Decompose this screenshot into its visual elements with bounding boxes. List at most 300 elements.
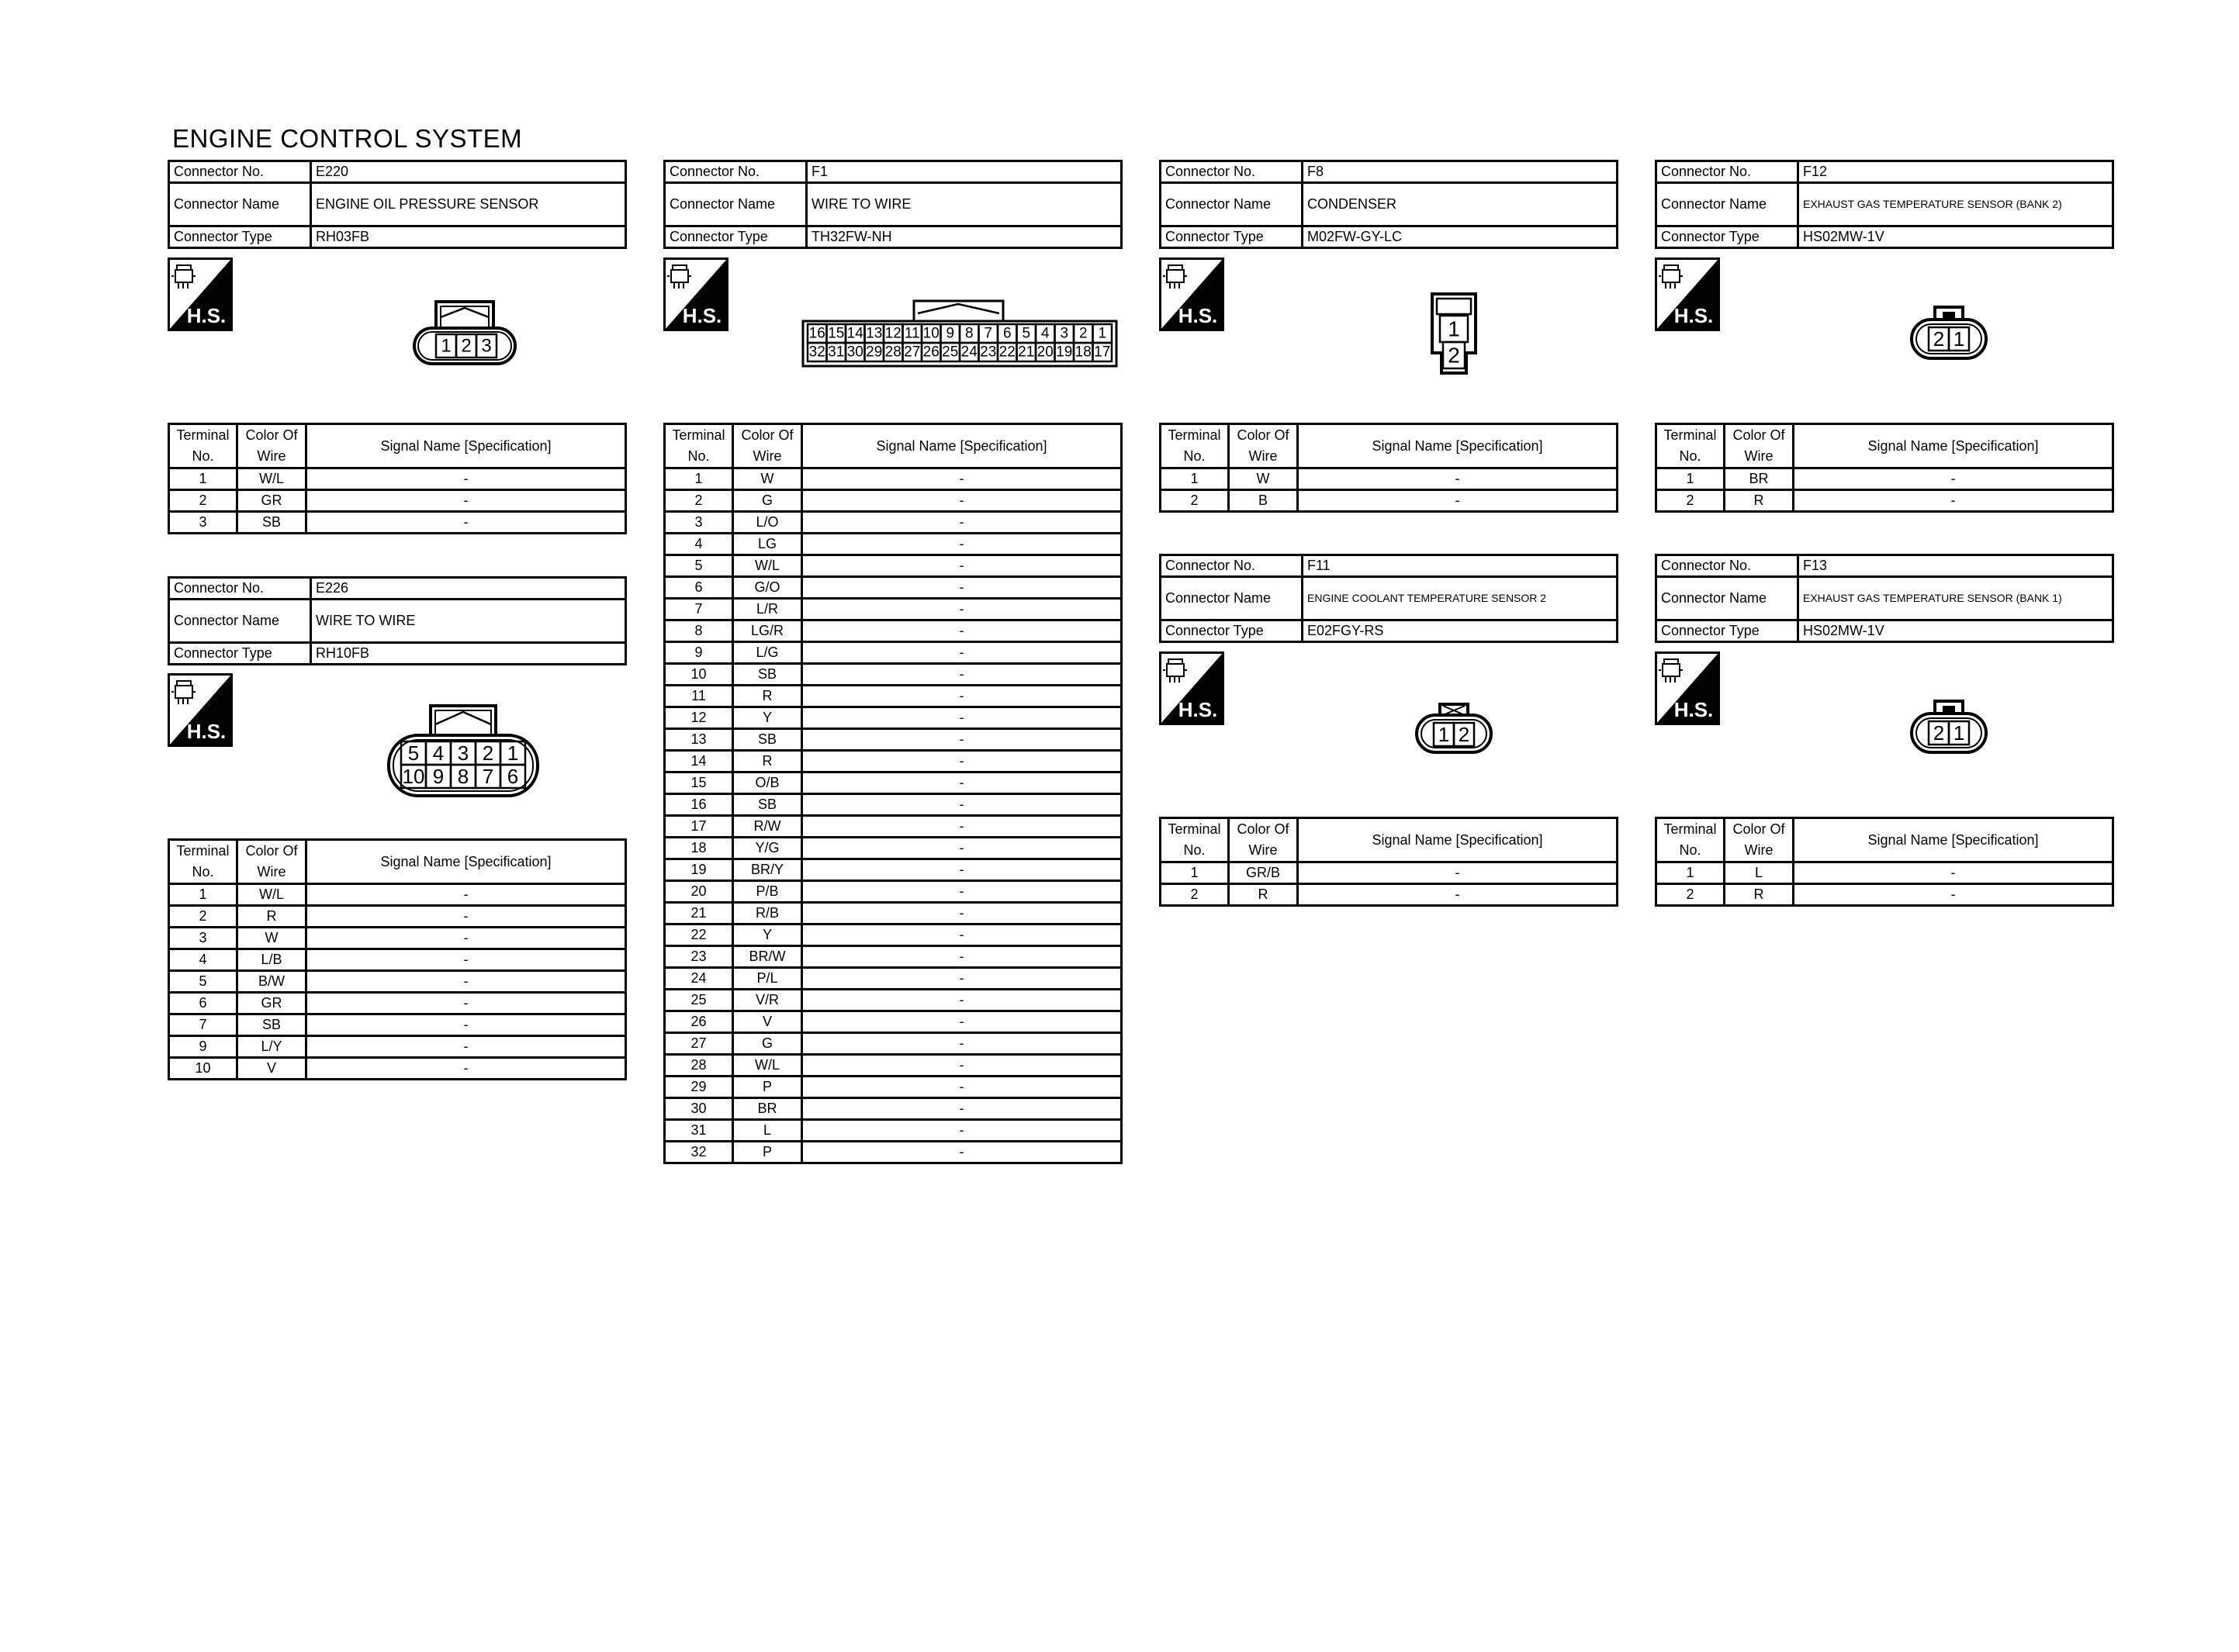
header-terminal-no: Terminal No. bbox=[665, 424, 733, 468]
wire-color: SB bbox=[733, 794, 802, 816]
pin-number: 5 bbox=[407, 741, 420, 765]
connector-info-e226 bbox=[168, 576, 627, 665]
terminal-no: 9 bbox=[169, 1036, 237, 1058]
pin-number: 6 bbox=[507, 765, 519, 788]
signal-name: - bbox=[802, 794, 1122, 816]
wire-color: W/L bbox=[237, 468, 306, 490]
wire-color: P/B bbox=[733, 881, 802, 903]
wire-color: R bbox=[237, 906, 306, 928]
hs-badge-label: H.S. bbox=[1178, 304, 1218, 327]
table-row bbox=[665, 620, 1122, 642]
signal-name: - bbox=[306, 512, 626, 534]
wire-color: L/R bbox=[733, 599, 802, 620]
wire-color: GR/B bbox=[1229, 862, 1298, 884]
pin-number: 11 bbox=[904, 325, 920, 342]
pin-number: 29 bbox=[866, 344, 883, 361]
hs-badge-label: H.S. bbox=[186, 304, 227, 327]
wire-color: R bbox=[1725, 490, 1794, 512]
terminal-no: 2 bbox=[169, 490, 237, 512]
pin-number: 2 bbox=[461, 335, 472, 357]
pin-number: 10 bbox=[402, 765, 425, 788]
header-color-of-wire: Color Of Wire bbox=[1725, 424, 1794, 468]
hs-badge-label: H.S. bbox=[1673, 698, 1714, 721]
pin-table-header bbox=[169, 424, 626, 468]
signal-name: - bbox=[306, 906, 626, 928]
signal-name: - bbox=[1298, 862, 1618, 884]
label-connector-type: Connector Type bbox=[1656, 620, 1798, 642]
signal-name: - bbox=[802, 686, 1122, 707]
wire-color: BR/Y bbox=[733, 859, 802, 881]
signal-name: - bbox=[1298, 884, 1618, 906]
wire-color: L/O bbox=[733, 512, 802, 534]
pin-number: 1 bbox=[1438, 723, 1450, 746]
connector-no-value: E220 bbox=[311, 161, 626, 183]
signal-name: - bbox=[306, 1036, 626, 1058]
hs-connector-icon bbox=[663, 257, 728, 331]
connector-info-f11 bbox=[1159, 554, 1618, 643]
wire-color: BR bbox=[1725, 468, 1794, 490]
connector-face-f13 bbox=[1909, 698, 1989, 759]
connector-info-f12 bbox=[1655, 160, 2114, 249]
pin-table-f12 bbox=[1655, 423, 2114, 513]
table-row bbox=[1161, 884, 1618, 906]
table-row bbox=[169, 993, 626, 1014]
connector-face-f11 bbox=[1414, 701, 1494, 759]
wire-color: LG bbox=[733, 534, 802, 555]
label-connector-type: Connector Type bbox=[169, 643, 311, 665]
signal-name: - bbox=[306, 468, 626, 490]
label-connector-name: Connector Name bbox=[665, 183, 807, 226]
terminal-no: 10 bbox=[169, 1058, 237, 1080]
pin-number: 15 bbox=[828, 325, 845, 342]
pin-table-header bbox=[1656, 818, 2113, 862]
hs-badge-label: H.S. bbox=[186, 720, 227, 743]
pin-number: 28 bbox=[884, 344, 901, 361]
header-signal-name: Signal Name [Specification] bbox=[1794, 818, 2113, 862]
terminal-no: 12 bbox=[665, 707, 733, 729]
wire-color: P bbox=[733, 1077, 802, 1098]
hs-badge-label: H.S. bbox=[1673, 304, 1714, 327]
label-connector-no: Connector No. bbox=[1656, 161, 1798, 183]
pin-number: 2 bbox=[1933, 721, 1945, 745]
label-connector-name: Connector Name bbox=[169, 600, 311, 643]
hs-connector-icon bbox=[1655, 651, 1720, 725]
pin-number: 1 bbox=[1098, 325, 1107, 342]
pin-number: 6 bbox=[1002, 325, 1012, 342]
signal-name: - bbox=[802, 534, 1122, 555]
signal-name: - bbox=[306, 884, 626, 906]
connector-name-value: EXHAUST GAS TEMPERATURE SENSOR (BANK 1) bbox=[1798, 577, 2113, 620]
terminal-no: 5 bbox=[169, 971, 237, 993]
signal-name: - bbox=[1298, 490, 1618, 512]
terminal-no: 1 bbox=[169, 468, 237, 490]
terminal-no: 2 bbox=[169, 906, 237, 928]
table-row bbox=[665, 1055, 1122, 1077]
pin-table-header bbox=[1161, 818, 1618, 862]
signal-name: - bbox=[306, 1058, 626, 1080]
table-row bbox=[665, 903, 1122, 924]
label-connector-name: Connector Name bbox=[1656, 183, 1798, 226]
wire-color: R/W bbox=[733, 816, 802, 838]
terminal-no: 27 bbox=[665, 1033, 733, 1055]
table-row bbox=[665, 534, 1122, 555]
signal-name: - bbox=[802, 838, 1122, 859]
terminal-no: 11 bbox=[665, 686, 733, 707]
signal-name: - bbox=[306, 928, 626, 949]
wire-color: V bbox=[237, 1058, 306, 1080]
pin-number: 13 bbox=[866, 325, 883, 342]
wire-color: R bbox=[1229, 884, 1298, 906]
terminal-no: 1 bbox=[665, 468, 733, 490]
wire-color: W/L bbox=[733, 1055, 802, 1077]
terminal-no: 6 bbox=[169, 993, 237, 1014]
signal-name: - bbox=[1794, 884, 2113, 906]
signal-name: - bbox=[1794, 468, 2113, 490]
hs-connector-icon bbox=[1655, 257, 1720, 331]
signal-name: - bbox=[306, 971, 626, 993]
signal-name: - bbox=[802, 1098, 1122, 1120]
hs-connector-icon bbox=[168, 673, 233, 747]
wire-color: V bbox=[733, 1011, 802, 1033]
table-row bbox=[665, 707, 1122, 729]
terminal-no: 10 bbox=[665, 664, 733, 686]
terminal-no: 8 bbox=[665, 620, 733, 642]
wire-color: SB bbox=[733, 664, 802, 686]
wire-color: W bbox=[237, 928, 306, 949]
hs-badge-label: H.S. bbox=[1178, 698, 1218, 721]
table-row bbox=[665, 816, 1122, 838]
table-row bbox=[665, 1098, 1122, 1120]
wire-color: G bbox=[733, 490, 802, 512]
terminal-no: 7 bbox=[665, 599, 733, 620]
wire-color: R/B bbox=[733, 903, 802, 924]
pin-table-header bbox=[1656, 424, 2113, 468]
pin-number: 9 bbox=[946, 325, 955, 342]
pin-number: 2 bbox=[1458, 723, 1470, 746]
wire-color: LG/R bbox=[733, 620, 802, 642]
header-color-of-wire: Color Of Wire bbox=[1229, 818, 1298, 862]
pin-number: 5 bbox=[1022, 325, 1031, 342]
wire-color: BR bbox=[733, 1098, 802, 1120]
wire-color: L/Y bbox=[237, 1036, 306, 1058]
table-row bbox=[665, 924, 1122, 946]
connector-no-value: F8 bbox=[1303, 161, 1618, 183]
table-row bbox=[665, 881, 1122, 903]
wire-color: SB bbox=[237, 512, 306, 534]
connector-no-value: F12 bbox=[1798, 161, 2113, 183]
pin-number: 17 bbox=[1094, 344, 1111, 361]
terminal-no: 30 bbox=[665, 1098, 733, 1120]
wire-color: W/L bbox=[733, 555, 802, 577]
table-row bbox=[1656, 862, 2113, 884]
wire-color: R bbox=[733, 751, 802, 772]
terminal-no: 5 bbox=[665, 555, 733, 577]
pin-number: 1 bbox=[1448, 316, 1460, 341]
terminal-no: 31 bbox=[665, 1120, 733, 1142]
table-row bbox=[665, 859, 1122, 881]
wire-color: L bbox=[733, 1120, 802, 1142]
wire-color: P bbox=[733, 1142, 802, 1163]
table-row bbox=[665, 1011, 1122, 1033]
pin-number: 26 bbox=[922, 344, 940, 361]
terminal-no: 1 bbox=[1656, 468, 1725, 490]
label-connector-type: Connector Type bbox=[1161, 226, 1303, 248]
connector-name-value: CONDENSER bbox=[1303, 183, 1618, 226]
wire-color: O/B bbox=[733, 772, 802, 794]
table-row bbox=[169, 512, 626, 534]
pin-table-f13 bbox=[1655, 817, 2114, 907]
pin-table-f11 bbox=[1159, 817, 1618, 907]
table-row bbox=[665, 1033, 1122, 1055]
signal-name: - bbox=[802, 1120, 1122, 1142]
label-connector-name: Connector Name bbox=[169, 183, 311, 226]
wire-color: Y bbox=[733, 707, 802, 729]
pin-number: 25 bbox=[942, 344, 959, 361]
connector-face-f12 bbox=[1909, 304, 1989, 365]
table-row bbox=[169, 468, 626, 490]
table-row bbox=[169, 906, 626, 928]
pin-number: 20 bbox=[1036, 344, 1054, 361]
wire-color: P/L bbox=[733, 968, 802, 990]
table-row bbox=[169, 490, 626, 512]
pin-table-header bbox=[169, 840, 626, 884]
signal-name: - bbox=[802, 903, 1122, 924]
label-connector-type: Connector Type bbox=[1161, 620, 1303, 642]
connector-info-f8 bbox=[1159, 160, 1618, 249]
pin-number: 4 bbox=[1040, 325, 1050, 342]
header-signal-name: Signal Name [Specification] bbox=[306, 840, 626, 884]
signal-name: - bbox=[306, 1014, 626, 1036]
header-terminal-no: Terminal No. bbox=[1656, 424, 1725, 468]
wire-color: B/W bbox=[237, 971, 306, 993]
connector-face-f1 bbox=[801, 298, 1120, 373]
table-row bbox=[665, 751, 1122, 772]
header-signal-name: Signal Name [Specification] bbox=[802, 424, 1122, 468]
table-row bbox=[665, 1077, 1122, 1098]
signal-name: - bbox=[802, 512, 1122, 534]
signal-name: - bbox=[802, 490, 1122, 512]
pin-table-e220 bbox=[168, 423, 627, 534]
signal-name: - bbox=[802, 729, 1122, 751]
signal-name: - bbox=[802, 1033, 1122, 1055]
label-connector-name: Connector Name bbox=[1161, 183, 1303, 226]
wire-color: SB bbox=[237, 1014, 306, 1036]
header-signal-name: Signal Name [Specification] bbox=[1794, 424, 2113, 468]
label-connector-type: Connector Type bbox=[169, 226, 311, 248]
pin-number: 12 bbox=[884, 325, 901, 342]
table-row bbox=[665, 577, 1122, 599]
signal-name: - bbox=[802, 1011, 1122, 1033]
table-row bbox=[665, 946, 1122, 968]
pin-number: 21 bbox=[1018, 344, 1035, 361]
terminal-no: 18 bbox=[665, 838, 733, 859]
label-connector-name: Connector Name bbox=[1161, 577, 1303, 620]
table-row bbox=[665, 772, 1122, 794]
wire-color: BR/W bbox=[733, 946, 802, 968]
terminal-no: 23 bbox=[665, 946, 733, 968]
signal-name: - bbox=[802, 1055, 1122, 1077]
header-terminal-no: Terminal No. bbox=[1161, 424, 1229, 468]
signal-name: - bbox=[802, 968, 1122, 990]
wire-color: Y/G bbox=[733, 838, 802, 859]
terminal-no: 2 bbox=[1656, 490, 1725, 512]
connector-face-e220 bbox=[411, 299, 520, 372]
signal-name: - bbox=[802, 468, 1122, 490]
signal-name: - bbox=[802, 881, 1122, 903]
pin-number: 3 bbox=[481, 335, 492, 357]
connector-no-value: E226 bbox=[311, 578, 626, 600]
wire-color: R bbox=[1725, 884, 1794, 906]
terminal-no: 1 bbox=[169, 884, 237, 906]
table-row bbox=[169, 1036, 626, 1058]
table-row bbox=[1656, 490, 2113, 512]
table-row bbox=[665, 729, 1122, 751]
signal-name: - bbox=[802, 772, 1122, 794]
table-row bbox=[1656, 468, 2113, 490]
pin-number: 32 bbox=[808, 344, 825, 361]
pin-number: 3 bbox=[457, 741, 469, 765]
signal-name: - bbox=[802, 816, 1122, 838]
signal-name: - bbox=[802, 946, 1122, 968]
pin-number: 10 bbox=[922, 325, 940, 342]
connector-name-value: EXHAUST GAS TEMPERATURE SENSOR (BANK 2) bbox=[1798, 183, 2113, 226]
terminal-no: 17 bbox=[665, 816, 733, 838]
terminal-no: 14 bbox=[665, 751, 733, 772]
connector-info-e220 bbox=[168, 160, 627, 249]
label-connector-no: Connector No. bbox=[665, 161, 807, 183]
terminal-no: 3 bbox=[665, 512, 733, 534]
pin-number: 1 bbox=[507, 741, 519, 765]
table-row bbox=[665, 490, 1122, 512]
terminal-no: 3 bbox=[169, 928, 237, 949]
pin-number: 3 bbox=[1060, 325, 1069, 342]
signal-name: - bbox=[1298, 468, 1618, 490]
terminal-no: 1 bbox=[1656, 862, 1725, 884]
terminal-no: 1 bbox=[1161, 862, 1229, 884]
table-row bbox=[169, 949, 626, 971]
label-connector-no: Connector No. bbox=[169, 161, 311, 183]
terminal-no: 24 bbox=[665, 968, 733, 990]
signal-name: - bbox=[802, 990, 1122, 1011]
terminal-no: 4 bbox=[169, 949, 237, 971]
connector-name-value: WIRE TO WIRE bbox=[807, 183, 1122, 226]
wire-color: W/L bbox=[237, 884, 306, 906]
hs-badge-label: H.S. bbox=[682, 304, 722, 327]
header-color-of-wire: Color Of Wire bbox=[1229, 424, 1298, 468]
connector-type-value: E02FGY-RS bbox=[1303, 620, 1618, 642]
signal-name: - bbox=[802, 577, 1122, 599]
signal-name: - bbox=[802, 620, 1122, 642]
hs-connector-icon bbox=[1159, 257, 1224, 331]
table-row bbox=[665, 555, 1122, 577]
connector-info-f13 bbox=[1655, 554, 2114, 643]
table-row bbox=[665, 664, 1122, 686]
terminal-no: 2 bbox=[665, 490, 733, 512]
table-row bbox=[169, 1014, 626, 1036]
connector-face-e226 bbox=[386, 703, 541, 803]
terminal-no: 15 bbox=[665, 772, 733, 794]
connector-no-value: F11 bbox=[1303, 555, 1618, 577]
wire-color: SB bbox=[733, 729, 802, 751]
table-row bbox=[1656, 884, 2113, 906]
terminal-no: 7 bbox=[169, 1014, 237, 1036]
terminal-no: 22 bbox=[665, 924, 733, 946]
terminal-no: 21 bbox=[665, 903, 733, 924]
signal-name: - bbox=[802, 642, 1122, 664]
header-terminal-no: Terminal No. bbox=[169, 840, 237, 884]
signal-name: - bbox=[1794, 862, 2113, 884]
header-terminal-no: Terminal No. bbox=[1656, 818, 1725, 862]
terminal-no: 2 bbox=[1161, 884, 1229, 906]
wire-color: W bbox=[733, 468, 802, 490]
label-connector-name: Connector Name bbox=[1656, 577, 1798, 620]
header-signal-name: Signal Name [Specification] bbox=[1298, 424, 1618, 468]
pin-number: 18 bbox=[1075, 344, 1092, 361]
label-connector-no: Connector No. bbox=[169, 578, 311, 600]
table-row bbox=[665, 686, 1122, 707]
terminal-no: 1 bbox=[1161, 468, 1229, 490]
table-row bbox=[1161, 862, 1618, 884]
table-row bbox=[169, 1058, 626, 1080]
terminal-no: 26 bbox=[665, 1011, 733, 1033]
table-row bbox=[665, 642, 1122, 664]
pin-number: 1 bbox=[1953, 327, 1965, 351]
signal-name: - bbox=[802, 599, 1122, 620]
label-connector-no: Connector No. bbox=[1656, 555, 1798, 577]
wire-color: L/B bbox=[237, 949, 306, 971]
signal-name: - bbox=[802, 1142, 1122, 1163]
pin-number: 22 bbox=[998, 344, 1016, 361]
wire-color: R bbox=[733, 686, 802, 707]
page-title: ENGINE CONTROL SYSTEM bbox=[172, 124, 523, 153]
terminal-no: 20 bbox=[665, 881, 733, 903]
terminal-no: 4 bbox=[665, 534, 733, 555]
pin-number: 24 bbox=[960, 344, 978, 361]
pin-table-e226 bbox=[168, 838, 627, 1080]
connector-type-value: RH10FB bbox=[311, 643, 626, 665]
wire-color: GR bbox=[237, 490, 306, 512]
connector-no-value: F13 bbox=[1798, 555, 2113, 577]
wire-color: G bbox=[733, 1033, 802, 1055]
connector-type-value: RH03FB bbox=[311, 226, 626, 248]
wire-color: W bbox=[1229, 468, 1298, 490]
header-terminal-no: Terminal No. bbox=[169, 424, 237, 468]
signal-name: - bbox=[1794, 490, 2113, 512]
table-row bbox=[665, 468, 1122, 490]
connector-name-value: ENGINE OIL PRESSURE SENSOR bbox=[311, 183, 626, 226]
pin-table-header bbox=[1161, 424, 1618, 468]
label-connector-no: Connector No. bbox=[1161, 161, 1303, 183]
terminal-no: 13 bbox=[665, 729, 733, 751]
pin-number: 7 bbox=[984, 325, 993, 342]
table-row bbox=[665, 968, 1122, 990]
table-row bbox=[665, 512, 1122, 534]
pin-table-f1 bbox=[663, 423, 1123, 1164]
pin-number: 2 bbox=[1078, 325, 1088, 342]
wire-color: L bbox=[1725, 862, 1794, 884]
table-row bbox=[665, 794, 1122, 816]
signal-name: - bbox=[802, 924, 1122, 946]
wire-color: B bbox=[1229, 490, 1298, 512]
pin-table-header bbox=[665, 424, 1122, 468]
table-row bbox=[665, 838, 1122, 859]
signal-name: - bbox=[802, 1077, 1122, 1098]
terminal-no: 6 bbox=[665, 577, 733, 599]
table-row bbox=[169, 928, 626, 949]
table-row bbox=[169, 884, 626, 906]
header-color-of-wire: Color Of Wire bbox=[237, 840, 306, 884]
connector-type-value: HS02MW-1V bbox=[1798, 226, 2113, 248]
